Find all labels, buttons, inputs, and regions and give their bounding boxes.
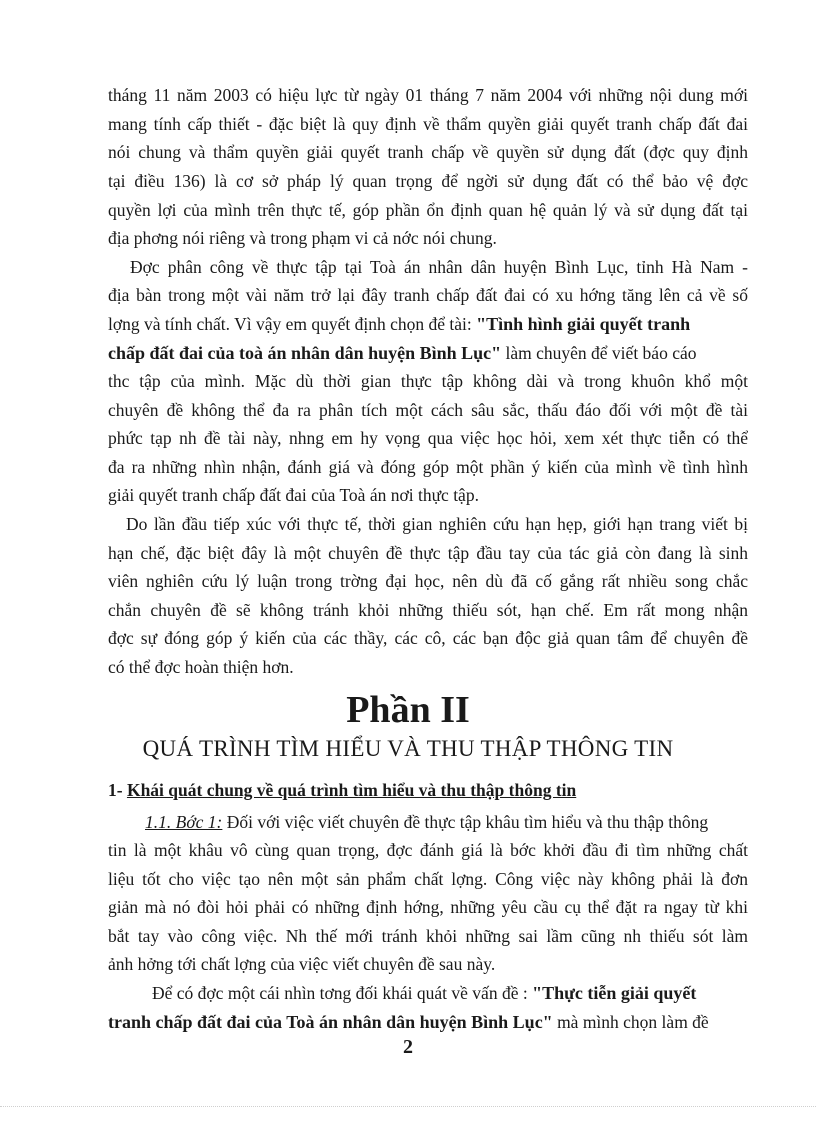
paragraph-line: địa bàn trong một vài năm trở lại đây tranh chấp đất đai có xu hớng tăng lên cả về số	[108, 285, 748, 305]
paragraph-text: Đối với việc viết chuyên đề thực tập khâu tìm hiểu và thu thập thông	[226, 812, 709, 832]
paragraph-text: mà mình chọn làm đề	[557, 1012, 709, 1032]
topic-title-part2: chấp đất đai của toà án nhân dân huyện Bình Lục"	[108, 343, 502, 363]
paragraph-line: chuyên đề không thể đa ra phân tích một cách sâu sắc, thấu đáo đối với một đề tài	[108, 400, 748, 420]
paragraph-text: làm chuyên để viết báo cáo	[505, 343, 697, 363]
page-footer-divider	[0, 1106, 816, 1107]
section-number: 1-	[108, 780, 123, 800]
topic-title-part1: "Tình hình giải quyết tranh	[476, 314, 691, 334]
paragraph-line: địa phơng nói riêng và trong phạm vi cả nớc nói chung.	[108, 228, 497, 248]
paragraph-line: đợc sự đóng góp ý kiến của các thầy, các cô, các bạn độc giả quan tâm để chuyên đề	[108, 628, 748, 648]
paragraph-line: Do lần đầu tiếp xúc với thực tế, thời gian nghiên cứu hạn hẹp, giới hạn trang viết bị	[126, 514, 748, 534]
paragraph-line: tin là một khâu vô cùng quan trọng, đợc đánh giá là bớc khởi đầu đi tìm những chất	[108, 840, 748, 860]
paragraph-line	[108, 1008, 748, 1036]
step-label: 1.1. Bớc 1:	[145, 812, 223, 832]
paragraph-line: hạn chế, đặc biệt đây là một chuyên đề thực tập đầu tay của tác giả còn đang là sinh	[108, 543, 748, 563]
section-title: Khái quát chung về quá trình tìm hiểu và thu thập thông tin	[126, 780, 577, 800]
topic2-part1: "Thực tiễn giải quyết	[532, 983, 697, 1003]
paragraph-line: liệu tốt cho việc tạo nên một sản phẩm chất lợng. Công việc này không phải là đơn	[108, 869, 748, 889]
paragraph-line: phức tạp nh đề tài này, nhng em hy vọng qua việc học hỏi, xem xét thực tiễn có thể	[108, 428, 748, 448]
part-subtitle: QUÁ TRÌNH TÌM HIỂU VÀ THU THẬP THÔNG TIN	[142, 736, 674, 761]
topic2-part2: tranh chấp đất đai của Toà án nhân dân huyện Bình Lục"	[108, 1012, 553, 1032]
paragraph-line: ảnh hởng tới chất lợng của việc viết chuyên đề sau này.	[108, 954, 496, 974]
paragraph-line	[108, 310, 748, 338]
paragraph-line	[152, 979, 748, 1007]
part-title: Phần II	[346, 689, 470, 731]
paragraph-line: giản mà nó đòi hỏi phải có những định hớng, những yêu cầu cụ thể đặt ra ngay từ khi	[108, 897, 748, 917]
paragraph-line: quyền lợi của mình trên thực tế, góp phần ổn định quan hệ quản lý và sử dụng đất tại	[108, 200, 748, 220]
section-heading	[108, 780, 576, 801]
paragraph-line: có thể đợc hoàn thiện hơn.	[108, 657, 294, 677]
paragraph-line: mang tính cấp thiết - đặc biệt là quy định về thẩm quyền giải quyết tranh chấp đất đai	[108, 114, 748, 134]
paragraph-line: đa ra những nhìn nhận, đánh giá và đóng góp một phần ý kiến của mình về tình hình	[108, 457, 748, 477]
paragraph-text: lợng và tính chất. Vì vậy em quyết định chọn để tài:	[108, 314, 472, 334]
paragraph-text: Để có đợc một cái nhìn tơng đối khái quát về vấn đề :	[152, 983, 528, 1003]
paragraph-line: tại điều 136) là cơ sở pháp lý quan trọng để ngời sử dụng đất có thể bảo vệ đợc	[108, 171, 748, 191]
paragraph-line: viên nghiên cứu lý luận trong trờng đại học, nên dù đã cố gắng rất nhiều song chắc	[108, 571, 748, 591]
paragraph-line: chắn chuyên đề sẽ không tránh khỏi những thiếu sót, hạn chế. Em rất mong nhận	[108, 600, 748, 620]
paragraph-line: thc tập của mình. Mặc dù thời gian thực tập không dài và trong khuôn khổ một	[108, 371, 748, 391]
paragraph-line: Đợc phân công về thực tập tại Toà án nhân dân huyện Bình Lục, tỉnh Hà Nam -	[130, 257, 748, 277]
page-number: 2	[403, 1036, 413, 1058]
paragraph-line: nói chung và thẩm quyền giải quyết tranh chấp về quyền sử dụng đất (đợc quy định	[108, 142, 748, 162]
paragraph-line	[108, 339, 748, 367]
paragraph-line: bắt tay vào công việc. Nh thế mới tránh khỏi những sai lầm cũng nh thiếu sót làm	[108, 926, 748, 946]
paragraph-line: tháng 11 năm 2003 có hiệu lực từ ngày 01 tháng 7 năm 2004 với những nội dung mới	[108, 85, 748, 105]
paragraph-line: giải quyết tranh chấp đất đai của Toà án nơi thực tập.	[108, 485, 479, 505]
paragraph-line	[145, 808, 748, 836]
